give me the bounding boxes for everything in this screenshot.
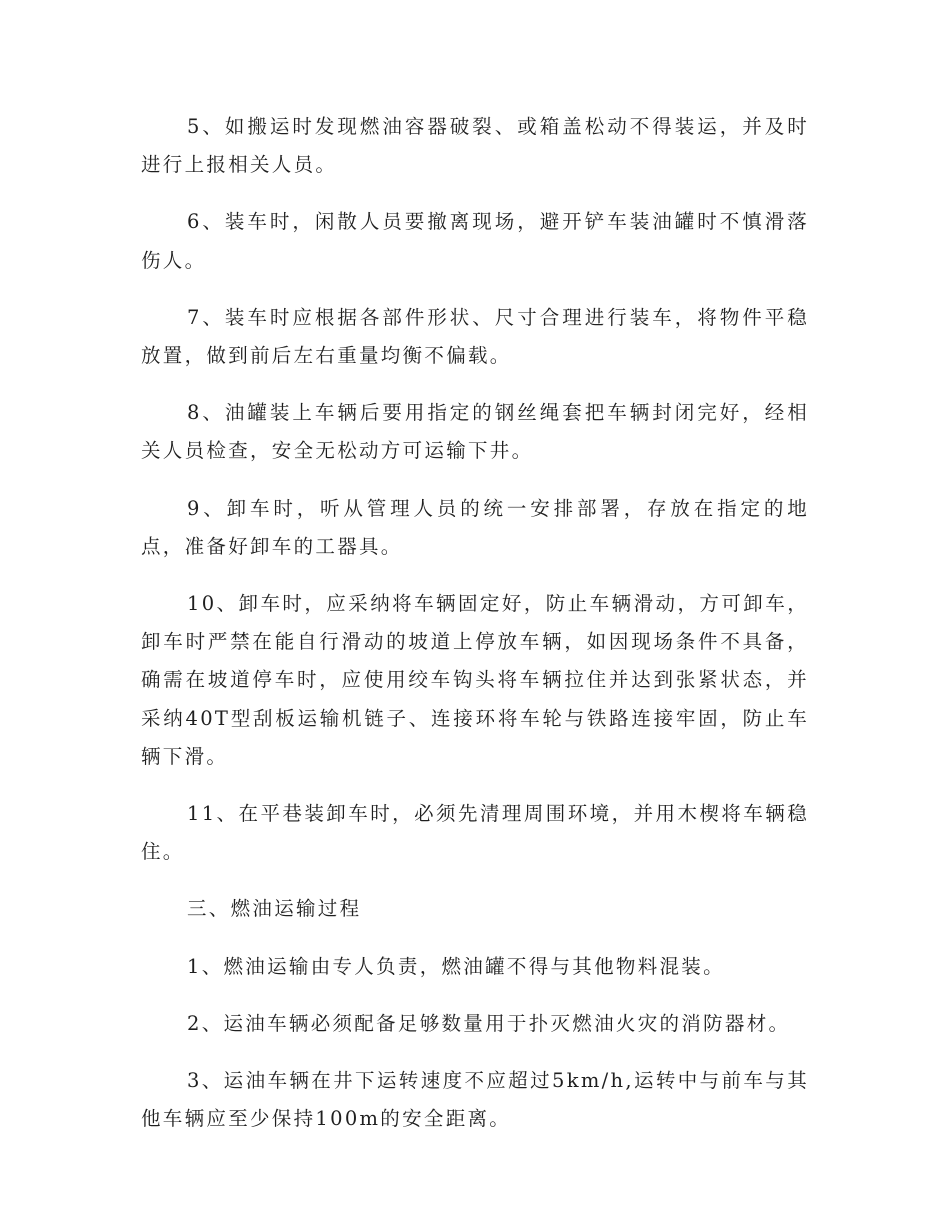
- paragraph-item-5: 5、如搬运时发现燃油容器破裂、或箱盖松动不得装运，并及时进行上报相关人员。: [141, 115, 809, 177]
- paragraph-item-11: 11、在平巷装卸车时，必须先清理周围环境，并用木楔将车辆稳住。: [141, 802, 809, 864]
- paragraph-item-9: 9、卸车时，听从管理人员的统一安排部署，存放在指定的地点，准备好卸车的工器具。: [141, 496, 809, 558]
- paragraph-item-2: 2、运油车辆必须配备足够数量用于扑灭燃油火灾的消防器材。: [187, 1011, 791, 1035]
- section-heading: 三、燃油运输过程: [187, 897, 362, 921]
- paragraph-item-6: 6、装车时，闲散人员要撤离现场，避开铲车装油罐时不慎滑落伤人。: [141, 210, 809, 272]
- paragraph-item-3: 3、运油车辆在井下运转速度不应超过5km/h,运转中与前车与其他车辆应至少保持100m的安全距离。: [141, 1069, 809, 1131]
- paragraph-item-1: 1、燃油运输由专人负责，燃油罐不得与其他物料混装。: [187, 954, 725, 978]
- paragraph-item-8: 8、油罐装上车辆后要用指定的钢丝绳套把车辆封闭完好，经相关人员检查，安全无松动方可运输下井。: [141, 401, 809, 463]
- document-body: [141, 108, 809, 1157]
- paragraph-item-7: 7、装车时应根据各部件形状、尺寸合理进行装车，将物件平稳放置，做到前后左右重量均衡不偏载。: [141, 305, 809, 368]
- paragraph-item-10: 10、卸车时，应采纳将车辆固定好，防止车辆滑动，方可卸车，卸车时严禁在能自行滑动的坡道上停放车辆，如因现场条件不具备，确需在坡道停车时，应使用绞车钩头将车辆拉住并达到张紧状态，并采纳40T型刮板运输机链子、连接环将车轮与铁路连接牢固，防止车辆下滑。: [141, 592, 809, 768]
